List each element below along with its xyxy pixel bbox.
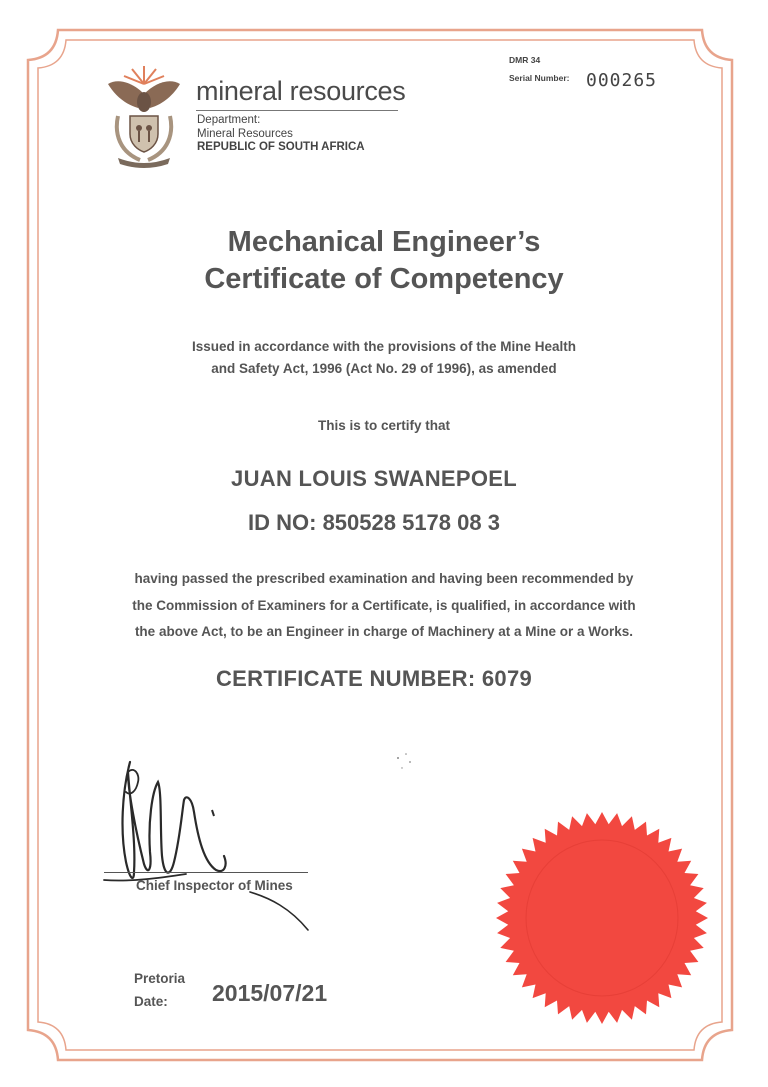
brand-name: mineral resources xyxy=(196,76,406,106)
certify-text: This is to certify that xyxy=(317,418,451,433)
serial-number-value: 000265 xyxy=(586,70,658,91)
department-line-1: Department: xyxy=(197,114,261,126)
paper-specks xyxy=(392,748,422,778)
holder-id-number: ID NO: 850528 5178 08 3 xyxy=(248,510,500,535)
department-line-2: Mineral Resources xyxy=(197,127,293,140)
qualification-text xyxy=(60,566,708,646)
coat-of-arms-icon xyxy=(104,64,184,168)
form-code: DMR 34 xyxy=(509,55,541,65)
department-block xyxy=(197,114,365,155)
date-value: 2015/07/21 xyxy=(212,980,328,1006)
signature-line xyxy=(104,872,308,873)
date-label: Date: xyxy=(134,994,168,1009)
statute-line-2: and Safety Act, 1996 (Act No. 29 of 1996), as amended xyxy=(211,361,557,376)
statute-text xyxy=(0,336,768,380)
signature-icon xyxy=(100,752,340,942)
title-line-2: Certificate of Competency xyxy=(204,263,564,295)
certificate-number: CERTIFICATE NUMBER: 6079 xyxy=(215,666,533,691)
brand-divider xyxy=(196,110,398,111)
signatory-title: Chief Inspector of Mines xyxy=(136,878,293,893)
department-line-3: REPUBLIC OF SOUTH AFRICA xyxy=(197,141,365,153)
qualification-line-2: the Commission of Examiners for a Certificate, is qualified, in accordance with xyxy=(132,597,636,613)
red-seal-icon xyxy=(494,808,710,1028)
issue-place: Pretoria xyxy=(134,971,186,986)
statute-line-1: Issued in accordance with the provisions of the Mine Health xyxy=(191,339,577,354)
qualification-line-3: the above Act, to be an Engineer in charge of Machinery at a Mine or a Works. xyxy=(134,624,634,639)
title-line-1: Mechanical Engineer’s xyxy=(227,226,541,258)
serial-number-label: Serial Number: xyxy=(509,73,570,83)
qualification-line-1: having passed the prescribed examination and having been recommended by xyxy=(134,571,634,586)
holder-name: JUAN LOUIS SWANEPOEL xyxy=(231,466,517,491)
certificate-title xyxy=(0,224,768,298)
